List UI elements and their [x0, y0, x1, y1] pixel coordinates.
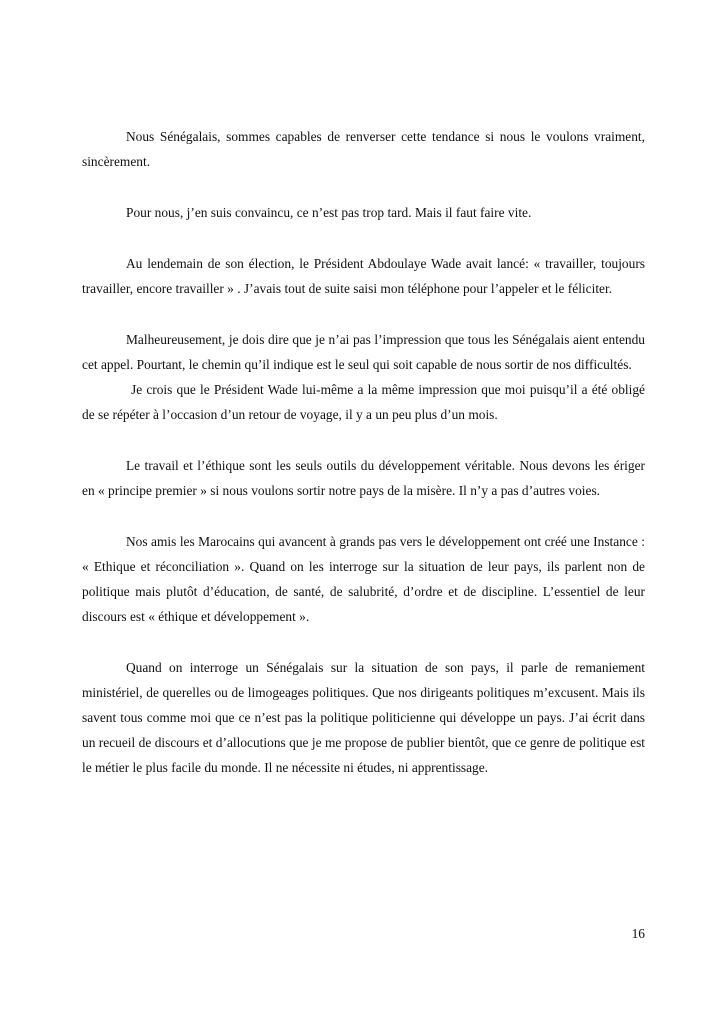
- paragraph-2: Pour nous, j’en suis convaincu, ce n’est pas trop tard. Mais il faut faire vite.: [126, 205, 532, 220]
- paragraph-7: Nos amis les Marocains qui avancent à grands pas vers le développement ont créé une Instance : « Ethique et réconciliation ». Quand on les interroge sur la situation de leur pays, ils parlent non de politique mais plutôt d’éducation, de santé, de salubrité, d’ordre et de discipline. L’essentiel de leur discours est « éthique et développement ».: [82, 534, 645, 624]
- paragraph-1: Nous Sénégalais, sommes capables de renverser cette tendance si nous le voulons vraiment, sincèrement.: [82, 129, 645, 169]
- paragraph-5: Je crois que le Président Wade lui-même a la même impression que moi puisqu’il a été obligé de se répéter à l’occasion d’un retour de voyage, il y a un peu plus d’un mois.: [82, 382, 645, 422]
- paragraph-8: Quand on interroge un Sénégalais sur la situation de son pays, il parle de remaniement ministériel, de querelles ou de limogeages politiques. Que nos dirigeants politiques m’excusent. Mais ils savent tous comme moi que ce n’est pas la politique politicienne qui développe un pays. J’ai écrit dans un recueil de discours et d’allocutions que je me propose de publier bientôt, que ce genre de politique est le métier le plus facile du monde. Il ne nécessite ni études, ni apprentissage.: [82, 660, 645, 775]
- paragraph-4: Malheureusement, je dois dire que je n’ai pas l’impression que tous les Sénégalais aient entendu cet appel. Pourtant, le chemin qu’il indique est le seul qui soit capable de nous sortir de nos difficultés.: [82, 332, 645, 372]
- page-number: 16: [631, 926, 645, 941]
- document-body: [82, 124, 645, 806]
- paragraph-6: Le travail et l’éthique sont les seuls outils du développement véritable. Nous devons les ériger en « principe premier » si nous voulons sortir notre pays de la misère. Il n’y a pas d’autres voies.: [82, 458, 645, 498]
- paragraph-3: Au lendemain de son élection, le Président Abdoulaye Wade avait lancé: « travailler, toujours travailler, encore travailler » . J’avais tout de suite saisi mon téléphone pour l’appeler et le féliciter.: [82, 256, 645, 296]
